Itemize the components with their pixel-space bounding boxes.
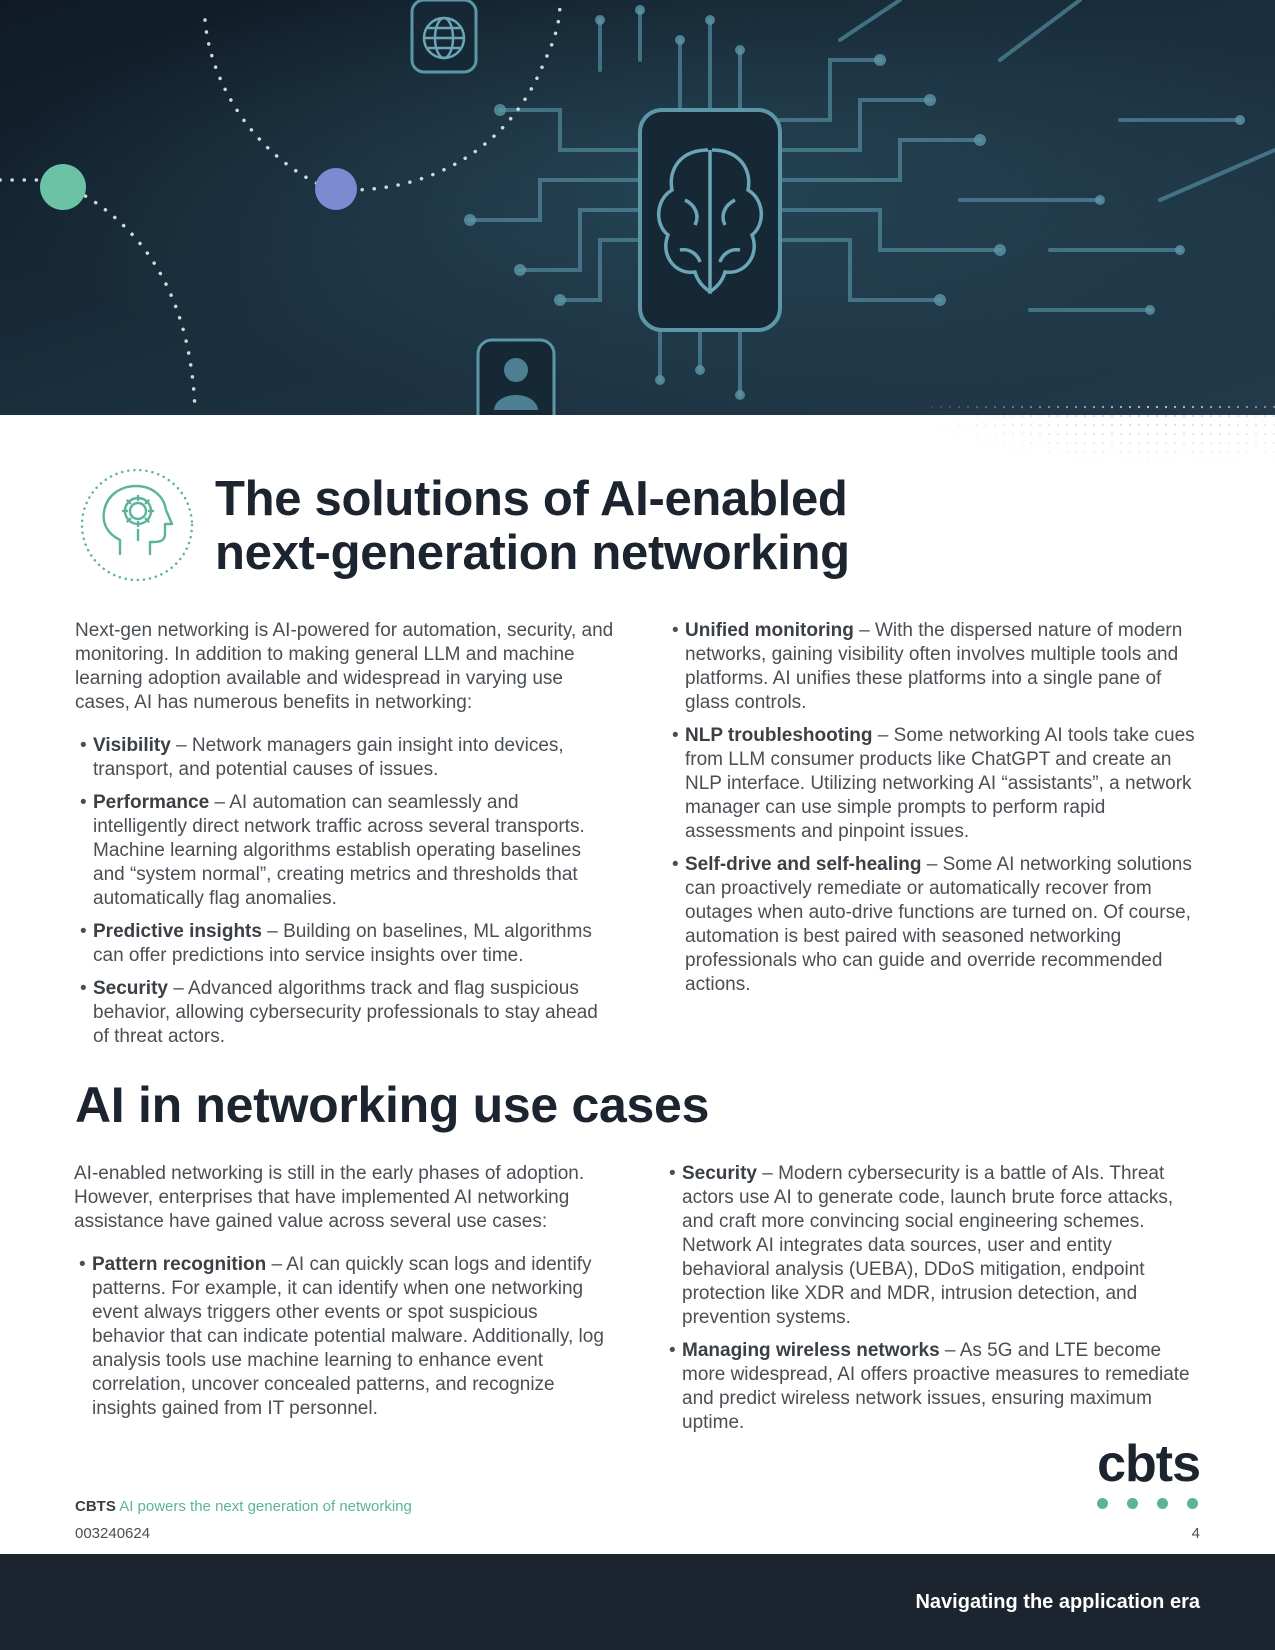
section1-right-list [667, 619, 1207, 997]
bullet-text: – Some networking AI tools take cues from LLM consumer products like ChatGPT and create an NLP interface. Utilizing networking AI “assistants”, a network manager can use simple prompts to perform rapid assessments and pinpoint issues. [685, 725, 1195, 842]
section2-intro: AI-enabled networking is still in the early phases of adoption. However, enterprises that have implemented AI networking assistance have gained value across several use cases: [74, 1163, 585, 1232]
list-item [75, 734, 615, 782]
footer-tagline: Navigating the application era [915, 1591, 1200, 1613]
section1-right-column [667, 619, 1207, 1006]
footer-doc-title: AI powers the next generation of networking [119, 1498, 412, 1515]
bullet-text: – With the dispersed nature of modern networks, gaining visibility often involves multiple tools and platforms. AI unifies these platforms into a single pane of glass controls. [685, 620, 1183, 713]
bullet-term: Managing wireless networks [682, 1340, 940, 1361]
list-item [667, 724, 1207, 844]
section1-left-list [75, 734, 615, 1049]
section2-right-list [664, 1162, 1204, 1435]
dot-pattern-decoration [930, 405, 1275, 495]
list-item [75, 977, 615, 1049]
list-item [74, 1253, 604, 1421]
list-item [667, 853, 1207, 997]
section1-intro: Next-gen networking is AI-powered for automation, security, and monitoring. In addition to making general LLM and machine learning adoption available and widespread in varying use cases, AI has numerous benefits in networking: [75, 620, 614, 713]
bullet-text: – Modern cybersecurity is a battle of AIs. Threat actors use AI to generate code, launch brute force attacks, and craft more convincing social engineering schemes. Network AI integrates data sources, user and entity behavioral analysis (UEBA), DDoS mitigation, endpoint protection like XDR and MDR, intrusion detection, and prevention systems. [682, 1163, 1174, 1328]
bullet-text: – Network managers gain insight into devices, transport, and potential causes of issues. [93, 735, 564, 780]
footer-brand [75, 1497, 412, 1517]
bullet-text: – Advanced algorithms track and flag suspicious behavior, allowing cybersecurity professionals to stay ahead of threat actors. [93, 978, 598, 1047]
bullet-term: NLP troubleshooting [685, 725, 873, 746]
bullet-text: – AI can quickly scan logs and identify patterns. For example, it can identify when one networking event always triggers other events or spot suspicious behavior that can indicate potential malware. Additionally, log analysis tools use machine learning to enhance event correlation, uncover concealed patterns, and recognize insights gained from IT personnel. [92, 1254, 604, 1419]
footer-doc-code: 003240624 [75, 1525, 151, 1542]
list-item [75, 920, 615, 968]
logo-wordmark: cbts [1097, 1435, 1200, 1493]
section2-right-column [664, 1162, 1204, 1444]
page-title: The solutions of AI-enabled next-generation networking [215, 472, 850, 580]
section1-left-column [75, 619, 615, 1058]
bullet-term: Predictive insights [93, 921, 262, 942]
list-item [75, 791, 615, 911]
logo-dots-icon [1090, 1498, 1200, 1509]
footer-company: CBTS [75, 1498, 116, 1515]
hero-image [0, 0, 1275, 415]
bullet-term: Security [93, 978, 168, 999]
head-gear-icon [78, 466, 196, 584]
list-item [664, 1339, 1204, 1435]
list-item [667, 619, 1207, 715]
bullet-text: – Building on baselines, ML algorithms can offer predictions into service insights over time. [93, 921, 592, 966]
bullet-term: Performance [93, 792, 210, 813]
bullet-term: Self-drive and self-healing [685, 854, 922, 875]
section2-left-list [74, 1253, 604, 1421]
bullet-term: Pattern recognition [92, 1254, 267, 1275]
bullet-term: Unified monitoring [685, 620, 854, 641]
section2-heading: AI in networking use cases [75, 1077, 710, 1133]
bullet-term: Security [682, 1163, 757, 1184]
cbts-logo [1090, 1435, 1200, 1509]
list-item [664, 1162, 1204, 1330]
bullet-text: – AI automation can seamlessly and intelligently direct network traffic across several transports. Machine learning algorithms establish operating baselines and “system normal”, creating metrics and thresholds that automatically flag anomalies. [93, 792, 585, 909]
section2-left-column [74, 1162, 604, 1430]
bullet-term: Visibility [93, 735, 171, 756]
page-number: 4 [1191, 1525, 1200, 1542]
bullet-text: – Some AI networking solutions can proactively remediate or automatically recover from outages when auto-drive functions are turned on. Of course, automation is best paired with seasoned networking professionals who can guide and override recommended actions. [685, 854, 1192, 995]
bullet-text: – As 5G and LTE become more widespread, AI offers proactive measures to remediate and predict wireless network issues, ensuring maximum uptime. [682, 1340, 1190, 1433]
